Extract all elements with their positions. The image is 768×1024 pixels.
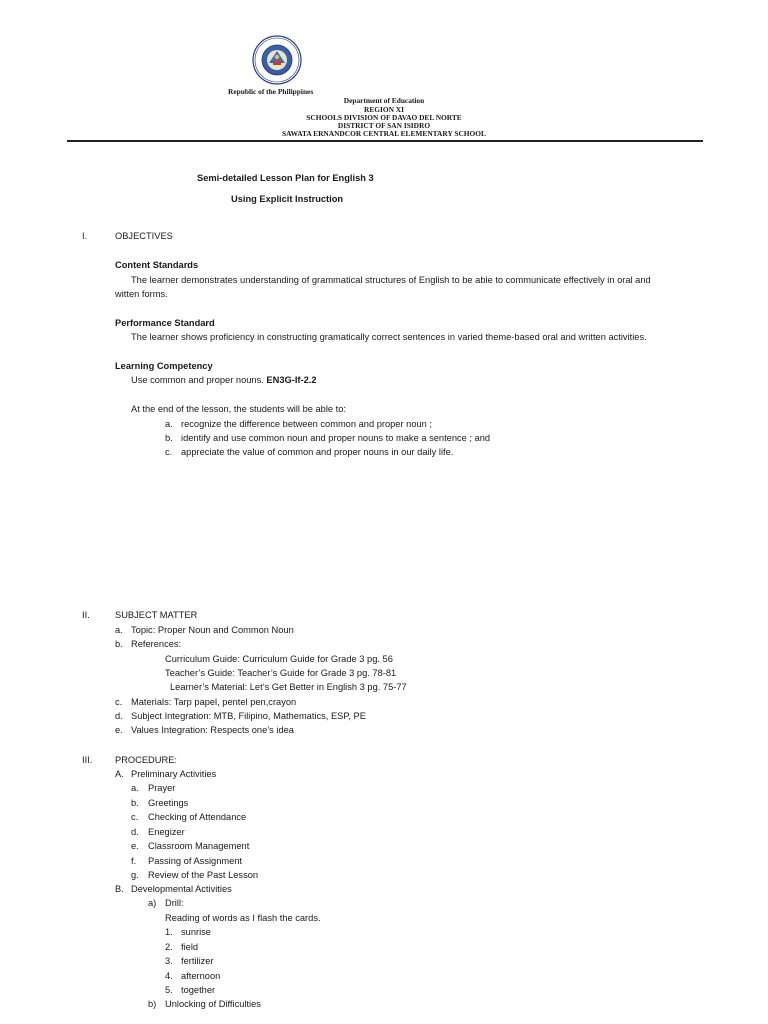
subject-matter-heading: SUBJECT MATTER <box>115 610 198 620</box>
prelim-marker: c. <box>131 812 139 822</box>
word-marker: 4. <box>165 971 173 981</box>
subject-integration-text: Subject Integration: MTB, Filipino, Mathematics, ESP, PE <box>131 711 366 721</box>
word-item: afternoon <box>181 971 221 981</box>
objective-item: recognize the difference between common and proper noun ; <box>181 419 433 429</box>
objective-marker: a. <box>165 419 173 429</box>
section-number-i: I. <box>82 231 88 241</box>
objectives-heading: OBJECTIVES <box>115 231 173 241</box>
lesson-title: Semi-detailed Lesson Plan for English 3 <box>197 173 374 183</box>
objective-marker: c. <box>165 447 173 457</box>
content-standards-text-cont: witten forms. <box>115 289 168 299</box>
materials-text: Materials: Tarp papel, pentel pen,crayon <box>131 697 297 707</box>
subject-marker: c. <box>115 697 123 707</box>
objective-item: identify and use common noun and proper nouns to make a sentence ; and <box>181 433 491 443</box>
drill-label: Drill: <box>165 898 184 908</box>
prelim-item: Passing of Assignment <box>148 856 243 866</box>
division-text: SCHOOLS DIVISION OF DAVAO DEL NORTE <box>306 113 462 122</box>
region-text: REGION XI <box>363 105 405 114</box>
word-item: together <box>181 985 216 995</box>
preliminary-activities-label: Preliminary Activities <box>131 769 217 779</box>
district-text: DISTRICT OF SAN ISIDRO <box>337 121 431 130</box>
word-item: field <box>181 942 199 952</box>
prelim-marker: f. <box>131 856 137 866</box>
unlocking-marker: b) <box>148 999 157 1009</box>
objective-marker: b. <box>165 433 173 443</box>
references-label: References: <box>131 639 182 649</box>
prelim-marker: a. <box>131 783 139 793</box>
references-marker: b. <box>115 639 123 649</box>
department-text: Department of Education <box>343 96 425 105</box>
competency-text: Use common and proper nouns. <box>131 375 264 385</box>
prelim-item: Prayer <box>148 783 176 793</box>
performance-standard-text: The learner shows proficiency in constructing gramatically correct sentences in varied theme-based oral and written activities. <box>131 332 647 342</box>
reference-item: Learner’s Material: Let’s Get Better in English 3 pg. 75-77 <box>170 682 407 692</box>
learning-competency-label: Learning Competency <box>115 361 213 371</box>
republic-text: Republic of the Philippines <box>228 87 314 96</box>
prelim-marker: b. <box>131 798 139 808</box>
prelim-item: Review of the Past Lesson <box>148 870 259 880</box>
school-text: SAWATA ERNANDCOR CENTRAL ELEMENTARY SCHOOL <box>282 129 486 138</box>
drill-marker: a) <box>148 898 157 908</box>
word-marker: 2. <box>165 942 173 952</box>
learning-competency-text <box>131 376 317 385</box>
objective-item: appreciate the value of common and proper nouns in our daily life. <box>181 447 454 457</box>
word-marker: 3. <box>165 956 173 966</box>
performance-standard-label: Performance Standard <box>115 318 215 328</box>
developmental-activities-label: Developmental Activities <box>131 884 232 894</box>
prelim-marker: d. <box>131 827 139 837</box>
word-marker: 5. <box>165 985 173 995</box>
prelim-marker: e. <box>131 841 139 851</box>
word-item: fertilizer <box>181 956 214 966</box>
section-number-ii: II. <box>82 610 90 620</box>
word-marker: 1. <box>165 927 173 937</box>
subject-marker: d. <box>115 711 123 721</box>
prelim-item: Greetings <box>148 798 189 808</box>
prelim-item: Enegizer <box>148 827 185 837</box>
procedure-a-marker: A. <box>115 769 124 779</box>
word-item: sunrise <box>181 927 211 937</box>
reference-item: Teacher’s Guide: Teacher’s Guide for Grade 3 pg. 78-81 <box>165 668 397 678</box>
section-number-iii: III. <box>82 755 93 765</box>
values-integration-text: Values Integration: Respects one’s idea <box>131 725 294 735</box>
prelim-item: Classroom Management <box>148 841 250 851</box>
lesson-subtitle: Using Explicit Instruction <box>231 194 344 204</box>
competency-code: EN3G-If-2.2 <box>266 375 317 385</box>
subject-marker: e. <box>115 725 123 735</box>
procedure-heading: PROCEDURE: <box>115 755 177 765</box>
topic-marker: a. <box>115 625 123 635</box>
topic-text: Topic: Proper Noun and Common Noun <box>131 625 294 635</box>
header-divider <box>67 140 703 142</box>
reference-item: Curriculum Guide: Curriculum Guide for Grade 3 pg. 56 <box>165 654 393 664</box>
procedure-b-marker: B. <box>115 884 124 894</box>
objectives-intro: At the end of the lesson, the students will be able to: <box>131 404 346 414</box>
deped-seal-icon <box>252 35 302 85</box>
content-standards-label: Content Standards <box>115 260 199 270</box>
drill-text: Reading of words as I flash the cards. <box>165 913 321 923</box>
prelim-marker: g. <box>131 870 139 880</box>
unlocking-difficulties-label: Unlocking of Difficulties <box>165 999 261 1009</box>
content-standards-text: The learner demonstrates understanding of grammatical structures of English to be able to communicate effectively in oral and <box>131 275 651 285</box>
prelim-item: Checking of Attendance <box>148 812 247 822</box>
